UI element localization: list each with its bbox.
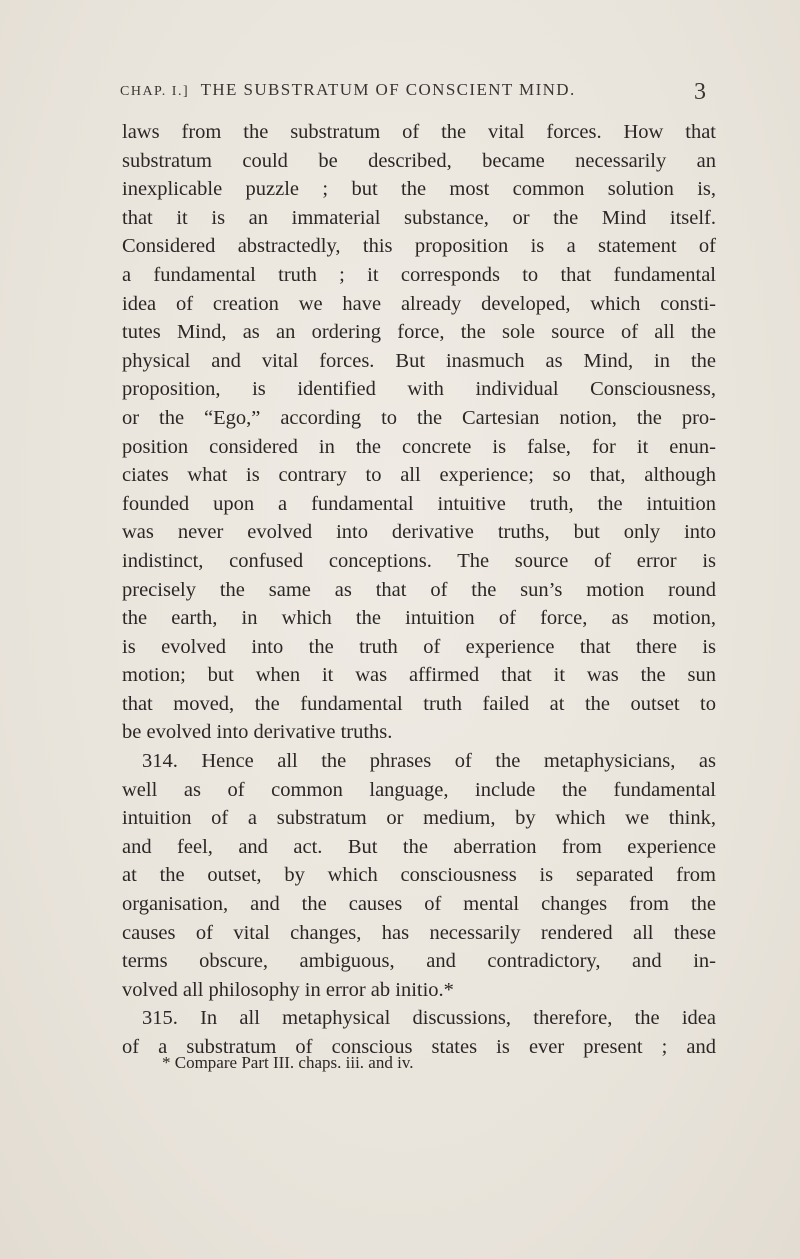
text-line: intuition of a substratum or medium, by which we think, <box>122 807 716 830</box>
text-line: precisely the same as that of the sun’s motion round <box>122 578 716 601</box>
text-line: Considered abstractedly, this proposition is a statement of <box>122 235 716 258</box>
text-line: be evolved into derivative truths. <box>122 721 393 744</box>
text-line: or the “Ego,” according to the Cartesian notion, the pro- <box>122 406 716 429</box>
text-line: founded upon a fundamental intuitive truth, the intuition <box>122 492 716 515</box>
text-line: position considered in the concrete is false, for it enun- <box>122 435 716 458</box>
text-line: was never evolved into derivative truths, but only into <box>122 521 716 544</box>
text-line: laws from the substratum of the vital forces. How that <box>122 121 716 143</box>
text-line: substratum could be described, became necessarily an <box>122 149 716 172</box>
running-head-title: THE SUBSTRATUM OF CONSCIENT MIND. <box>200 80 576 99</box>
page-number: 3 <box>694 79 706 105</box>
text-line: that it is an immaterial substance, or the Mind itself. <box>122 206 716 229</box>
text-line: a fundamental truth ; it corresponds to that fundamental <box>122 263 716 286</box>
text-line: organisation, and the causes of mental changes from the <box>122 893 716 916</box>
text-line: of a substratum of conscious states is ever present ; and <box>122 1036 716 1058</box>
text-line: tutes Mind, as an ordering force, the sole source of all the <box>122 321 716 344</box>
text-line: ciates what is contrary to all experience; so that, although <box>122 464 716 487</box>
text-line: the earth, in which the intuition of force, as motion, <box>122 607 716 630</box>
text-line: inexplicable puzzle ; but the most common solution is, <box>122 178 716 201</box>
text-line: well as of common language, include the fundamental <box>122 778 716 801</box>
text-line: terms obscure, ambiguous, and contradictory, and in- <box>122 950 716 973</box>
text-line: at the outset, by which consciousness is separated from <box>122 864 716 887</box>
footnote: * Compare Part III. chaps. iii. and iv. <box>162 1053 414 1072</box>
text-line: physical and vital forces. But inasmuch as Mind, in the <box>122 349 716 372</box>
text-line: idea of creation we have already developed, which consti- <box>122 292 716 315</box>
text-line: motion; but when it was affirmed that it was the sun <box>122 664 716 687</box>
text-line: indistinct, confused conceptions. The source of error is <box>122 549 716 572</box>
text-line: volved all philosophy in error ab initio.* <box>122 978 454 1001</box>
body-text <box>122 118 716 1062</box>
running-head <box>120 80 660 110</box>
chapter-label: CHAP. I.] <box>120 84 190 99</box>
text-line: that moved, the fundamental truth failed at the outset to <box>122 692 716 715</box>
text-line: causes of vital changes, has necessarily rendered all these <box>122 921 716 944</box>
text-line: proposition, is identified with individual Consciousness, <box>122 378 716 401</box>
paragraph-314-start: 314. Hence all the phrases of the metaphysicians, as <box>142 750 716 773</box>
text-line: and feel, and act. But the aberration from experience <box>122 835 716 858</box>
text-line: is evolved into the truth of experience that there is <box>122 635 716 658</box>
paragraph-315-start: 315. In all metaphysical discussions, therefore, the idea <box>142 1007 716 1030</box>
